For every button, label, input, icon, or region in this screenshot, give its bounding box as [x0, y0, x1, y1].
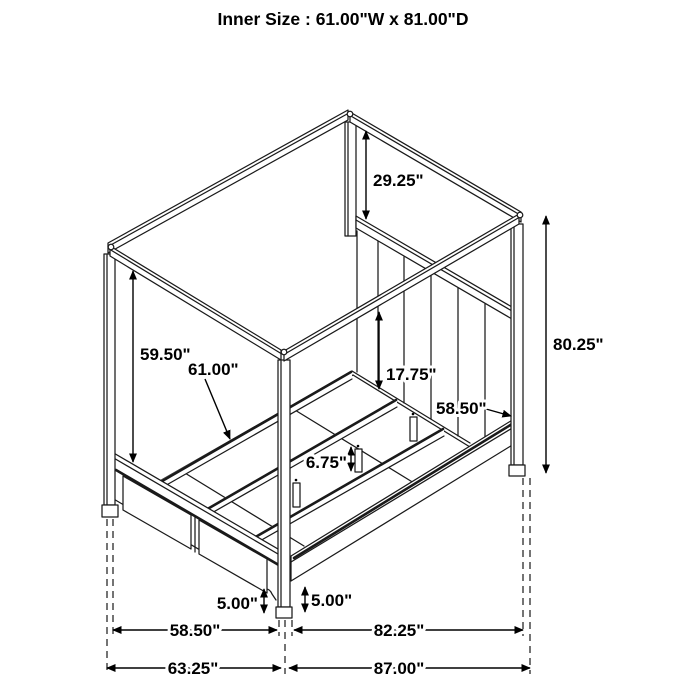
rail-label: 58.50"	[436, 399, 487, 418]
rail-clearance-label: 5.00"	[311, 591, 353, 610]
leg-height-label: 6.75"	[305, 453, 347, 472]
support-rail	[156, 371, 352, 491]
canopy-frame	[108, 110, 523, 361]
front-post	[276, 360, 292, 618]
rear-post	[345, 122, 356, 236]
post-height-label: 80.25"	[553, 335, 604, 354]
post-foot	[276, 607, 292, 618]
corner-cap	[108, 244, 114, 250]
diagram-title: Inner Size : 61.00"W x 81.00"D	[217, 9, 469, 29]
post-foot	[102, 505, 118, 517]
corner-cap	[281, 349, 287, 355]
post-foot	[509, 465, 525, 476]
left-post	[102, 254, 118, 517]
canopy-clearance-label: 59.50"	[140, 345, 191, 364]
dimension-labels	[140, 171, 604, 678]
footboard-span-label: 58.50"	[169, 621, 221, 640]
rail-span-label: 82.25"	[373, 621, 425, 640]
corner-cap	[517, 212, 523, 218]
corner-cap	[347, 111, 353, 117]
canopy-drop-label: 29.25"	[373, 171, 424, 190]
inner-width-leader	[205, 379, 230, 439]
inner-width-label: 61.00"	[188, 360, 239, 379]
headboard-height-label: 17.75"	[386, 365, 437, 384]
right-post	[509, 224, 525, 476]
overall-depth-label: 87.00"	[373, 659, 425, 678]
footboard-clearance-label: 5.00"	[216, 594, 258, 613]
footboard	[112, 452, 290, 601]
rail-leader	[486, 409, 511, 416]
overall-width-label: 63.25"	[167, 659, 219, 678]
